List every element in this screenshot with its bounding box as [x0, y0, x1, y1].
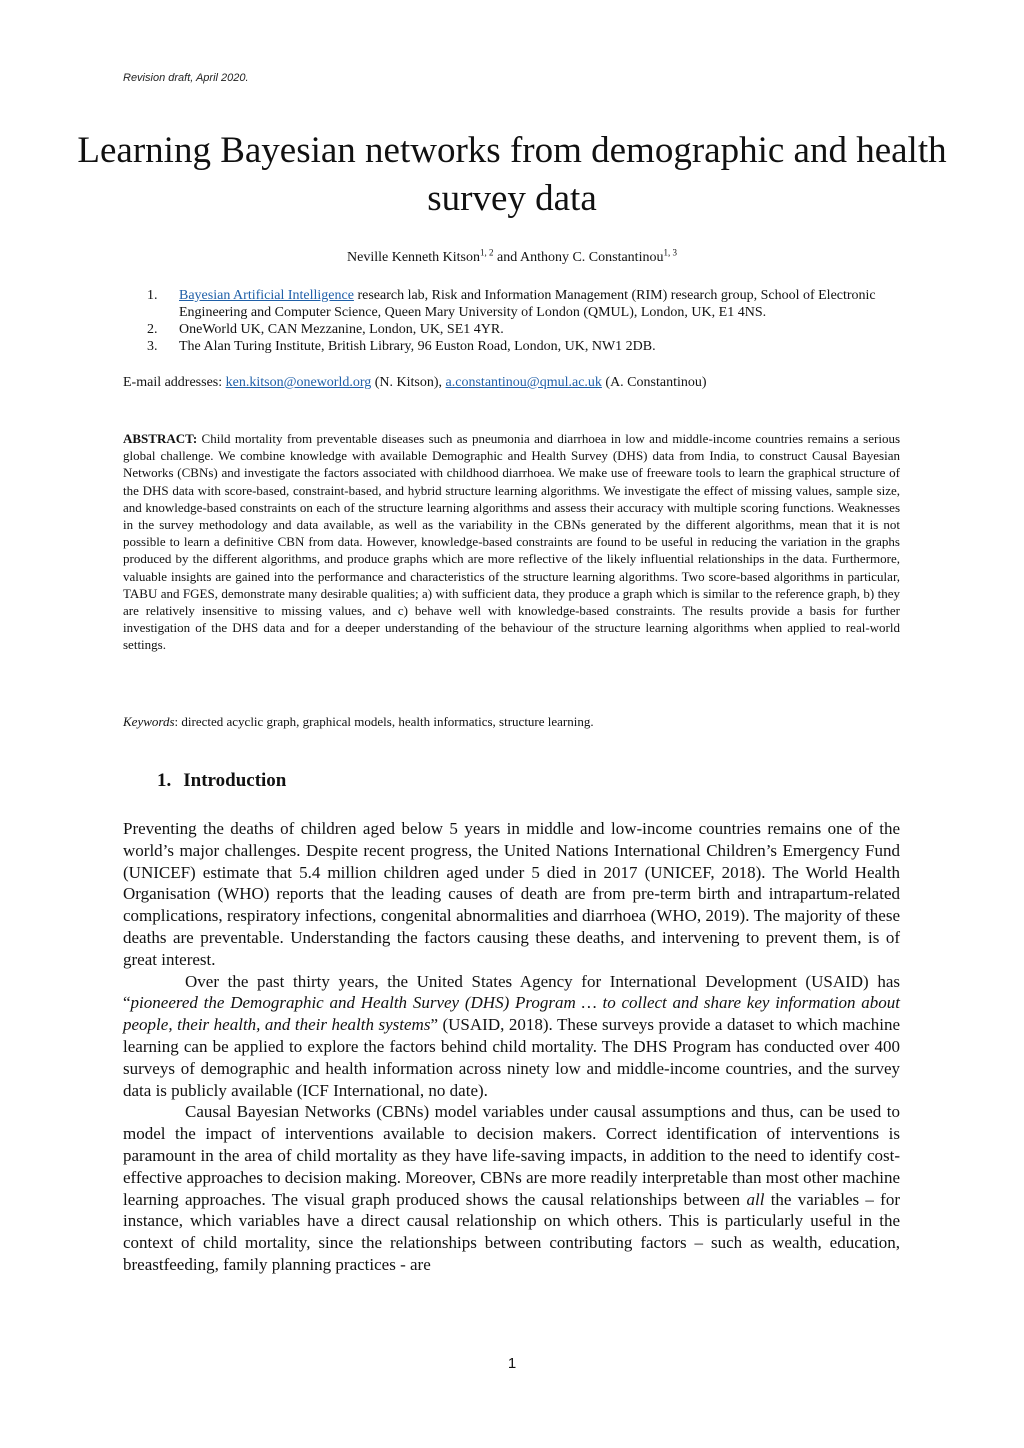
- paragraph-text: Over the past thirty years, the United States Agency for International Development (USAID) has “: [123, 971, 900, 1013]
- page-number: 1: [507, 1355, 517, 1372]
- intro-paragraph-3: [123, 1101, 900, 1275]
- keywords-text: : directed acyclic graph, graphical models, health informatics, structure learning.: [174, 714, 594, 729]
- affiliation-text: OneWorld UK, CAN Mezzanine, London, UK, SE1 4YR.: [179, 322, 504, 337]
- emphasis: all: [746, 1189, 765, 1209]
- affiliation-item: [147, 338, 907, 355]
- affiliation-item: [147, 321, 907, 338]
- author-affil-marker: 1, 3: [663, 247, 677, 258]
- email-link-constantinou[interactable]: a.constantinou@qmul.ac.uk: [445, 375, 602, 390]
- author-line: [0, 247, 1024, 266]
- introduction-body: [123, 818, 900, 1276]
- author-name: Neville Kenneth Kitson: [347, 250, 480, 265]
- author-affil-marker: 1, 2: [480, 247, 494, 258]
- email-owner: (A. Constantinou): [601, 375, 707, 390]
- paragraph-text: Causal Bayesian Networks (CBNs) model variables under causal assumptions and thus, can be used to model the impact of interventions available to decision makers. Correct identification of interventions is paramount in the area of child mortality as they have life-saving impacts, in addition to the need to identify cost-effective approaches to decision making. Moreover, CBNs are more readily interpretable than most other machine learning approaches. The visual graph produced shows the causal relationships between: [123, 1102, 900, 1209]
- email-label: E-mail addresses:: [123, 375, 226, 390]
- affiliation-text: research lab, Risk and Information Management (RIM) research group, School of Electronic Engineering and Computer Science, Queen Mary University of London (QMUL), London, UK, E1 4NS.: [179, 288, 876, 320]
- bayesian-ai-link[interactable]: Bayesian Artificial Intelligence: [179, 288, 354, 303]
- email-owner: (N. Kitson),: [371, 375, 446, 390]
- email-addresses: [123, 375, 707, 391]
- paragraph-text: the variables – for instance, which variables have a direct causal relationship on which others. This is particularly useful in the context of child mortality, since the relationships between contributing factors – such as wealth, education, breastfeeding, family planning practices - are: [123, 1189, 901, 1274]
- affiliation-list: [147, 287, 907, 355]
- keywords-label: Keywords: [123, 714, 175, 729]
- email-link-kitson[interactable]: ken.kitson@oneworld.org: [225, 375, 372, 390]
- revision-note: Revision draft, April 2020.: [123, 72, 249, 84]
- intro-paragraph-2: [123, 971, 900, 1102]
- section-title: Introduction: [183, 770, 287, 791]
- affiliation-item: [147, 287, 907, 321]
- section-heading-introduction: [157, 770, 286, 792]
- affiliation-text: The Alan Turing Institute, British Library, 96 Euston Road, London, UK, NW1 2DB.: [179, 339, 656, 354]
- affiliation-number: 3.: [147, 339, 158, 354]
- affiliation-number: 2.: [147, 322, 158, 337]
- paper-title: Learning Bayesian networks from demographic and health survey data: [77, 130, 947, 219]
- section-number: 1.: [157, 770, 172, 791]
- paragraph-text: ” (USAID, 2018). These surveys provide a dataset to which machine learning can be applied to explore the factors behind child mortality. The DHS Program has conducted over 400 surveys of demographic and health information across ninety low and middle-income countries, and the survey data is publicly available (ICF International, no date).: [123, 1015, 901, 1100]
- keywords: [123, 714, 594, 730]
- intro-paragraph-1: Preventing the deaths of children aged below 5 years in middle and low-income countries remains one of the world’s major challenges. Despite recent progress, the United Nations International Children’s Emergency Fund (UNICEF) estimate that 5.4 million children aged under 5 died in 2017 (UNICEF, 2018). The World Health Organisation (WHO) reports that the leading causes of death are from pre-term birth and intrapartum-related complications, respiratory infections, congenital abnormalities and diarrhoea (WHO, 2019). The majority of these deaths are preventable. Understanding the factors causing these deaths, and intervening to prevent them, is of great interest.: [123, 819, 900, 969]
- usaid-quote: pioneered the Demographic and Health Survey (DHS) Program … to collect and share key information about people, their health, and their health systems: [123, 993, 900, 1035]
- author-conjunction: and: [493, 250, 520, 265]
- author-name: Anthony C. Constantinou: [519, 250, 664, 265]
- abstract: [123, 430, 900, 654]
- affiliation-number: 1.: [147, 288, 158, 303]
- abstract-label: ABSTRACT:: [123, 431, 198, 446]
- abstract-text: Child mortality from preventable diseases such as pneumonia and diarrhoea in low and middle-income countries remains a serious global challenge. We combine knowledge with available Demographic and Health Survey (DHS) data from India, to construct Causal Bayesian Networks (CBNs) and investigate the factors associated with childhood diarrhoea. We make use of freeware tools to learn the graphical structure of the DHS data with score-based, constraint-based, and hybrid structure learning algorithms. We investigate the effect of missing values, sample size, and knowledge-based constraints on each of the structure learning algorithms and assess their accuracy with multiple scoring functions. Weaknesses in the survey methodology and data available, as well as the variability in the CBNs generated by the different algorithms, mean that it is not possible to learn a definitive CBN from data. However, knowledge-based constraints are found to be useful in reducing the variation in the graphs produced by the different algorithms, and produce graphs which are more reflective of the likely influential relationships in the data. Furthermore, valuable insights are gained into the performance and characteristics of the structure learning algorithms. Two score-based algorithms in particular, TABU and FGES, demonstrate many desirable qualities; a) with sufficient data, they produce a graph which is similar to the reference graph, b) they are relatively insensitive to missing values, and c) behave well with knowledge-based constraints. The results provide a basis for further investigation of the DHS data and for a deeper understanding of the behaviour of the structure learning algorithms when applied to real-world settings.: [123, 431, 900, 653]
